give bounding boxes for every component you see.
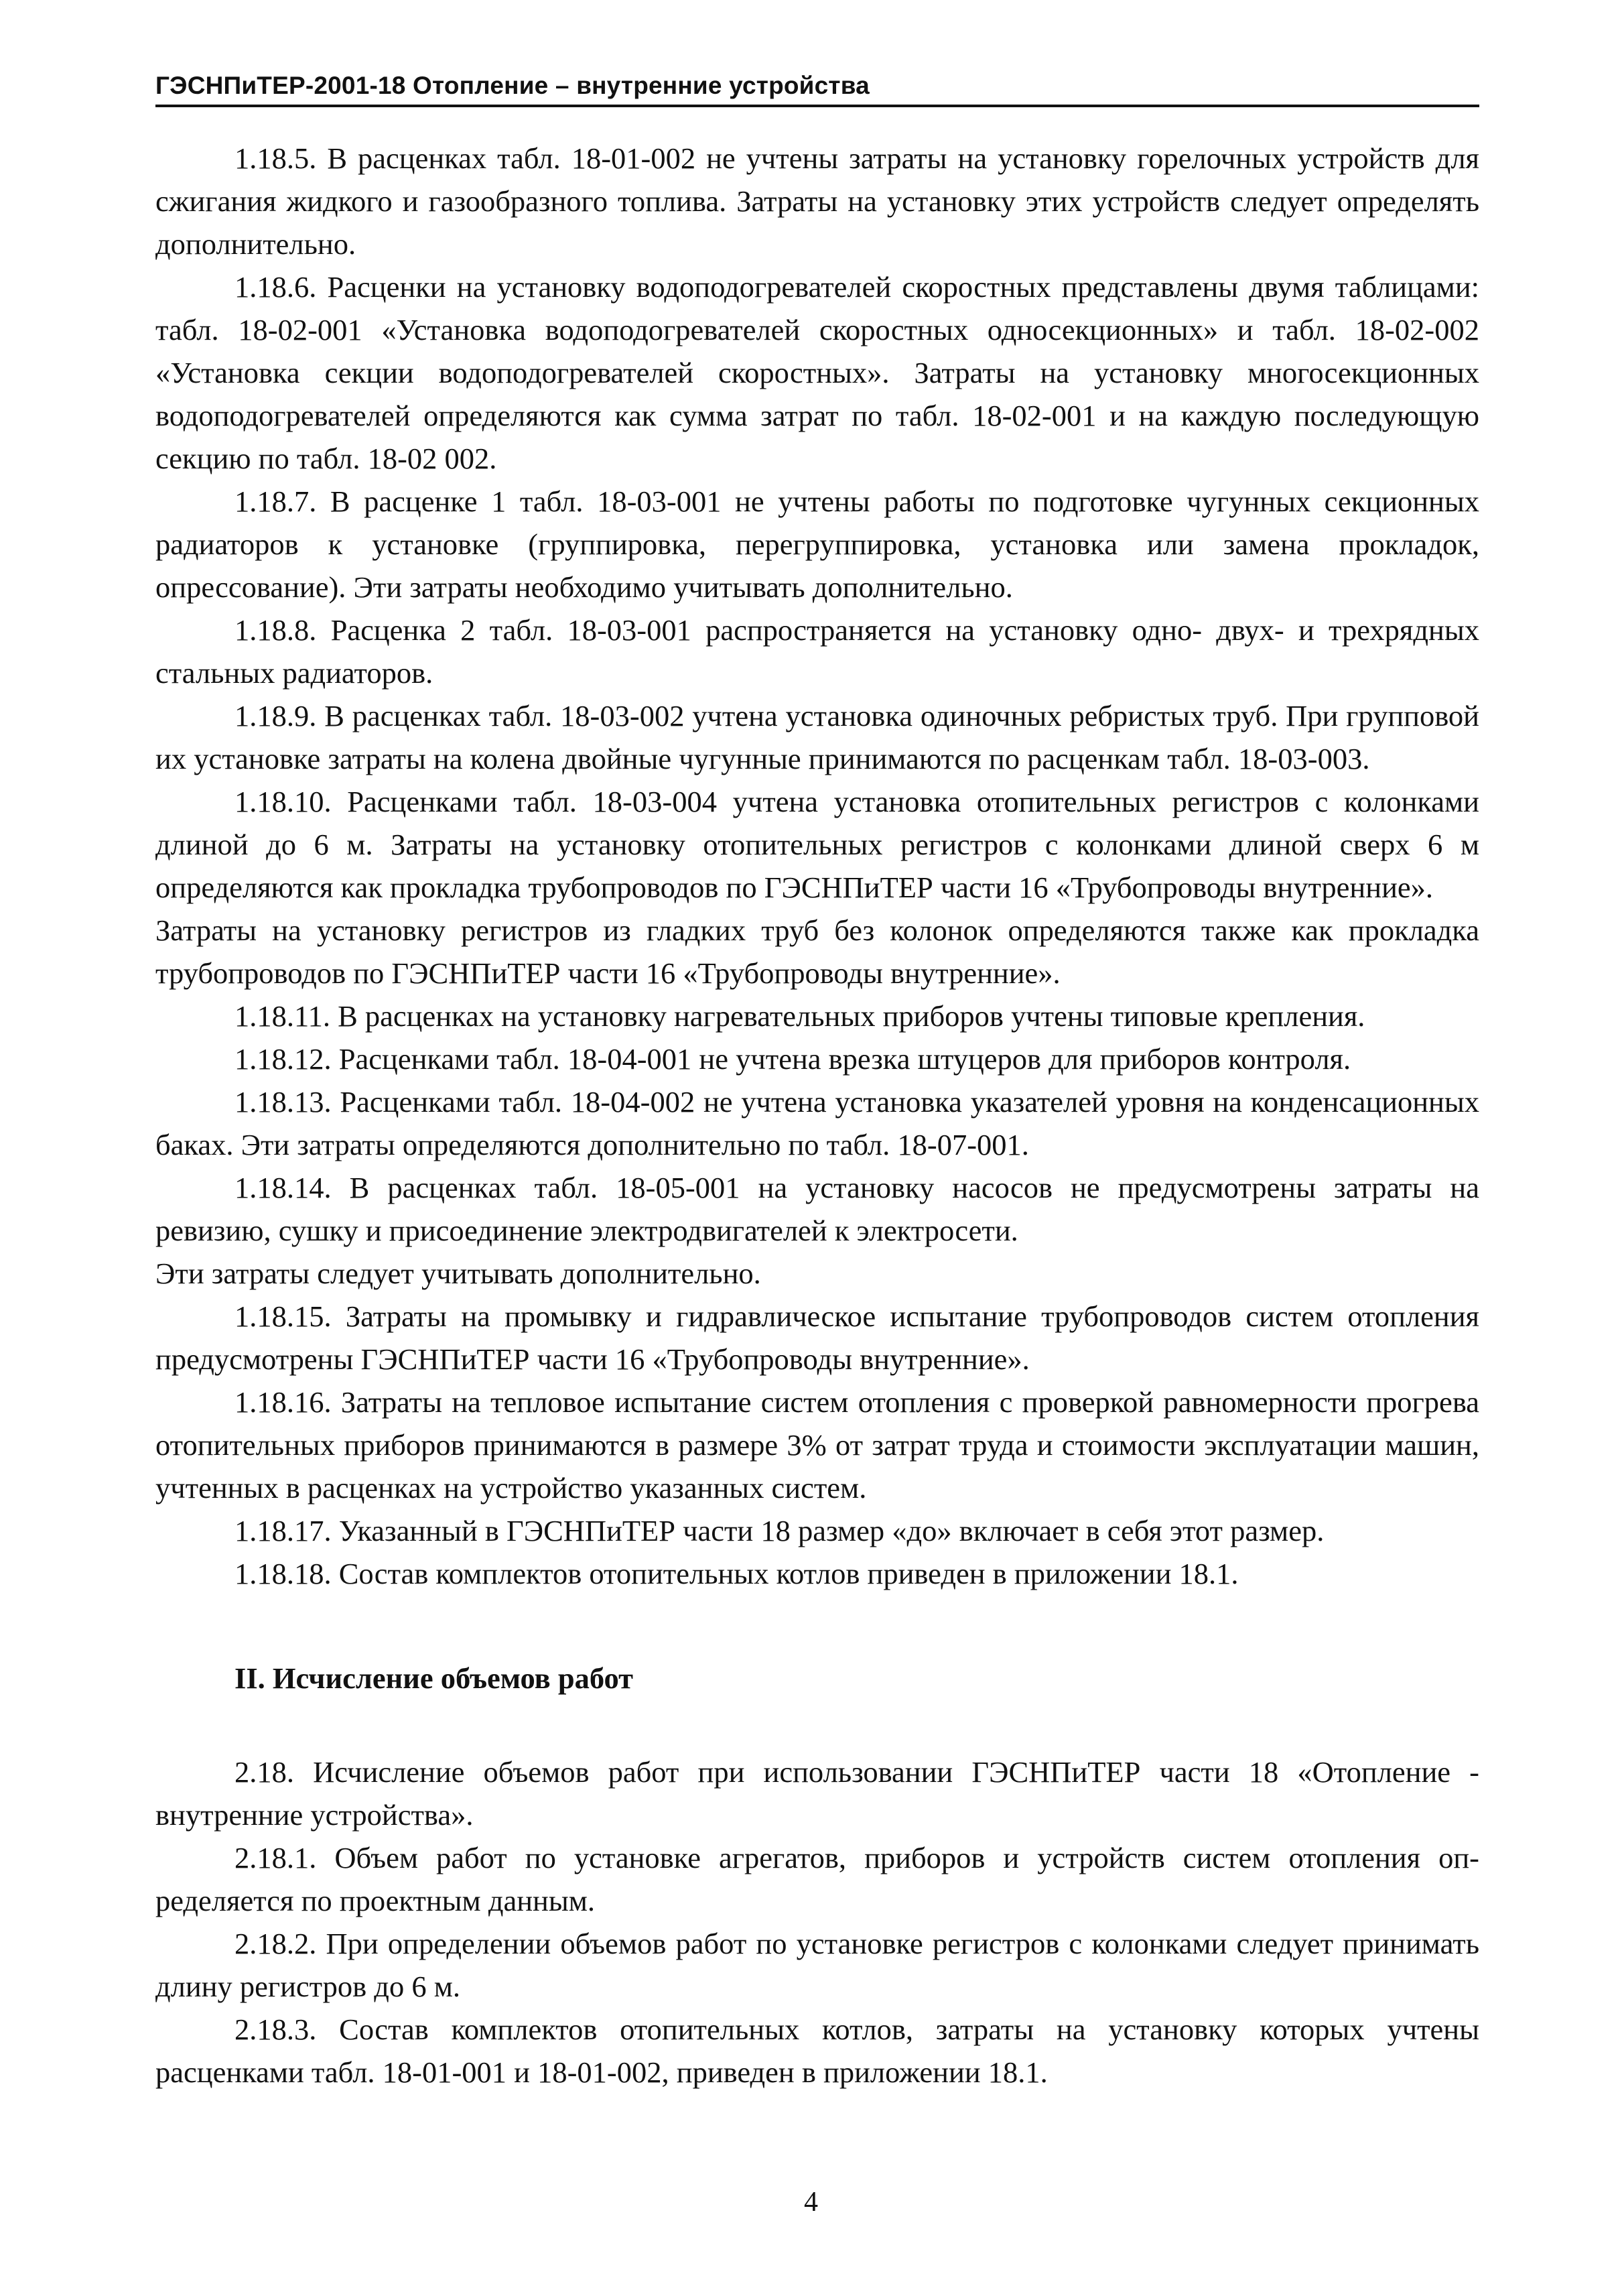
- paragraph-1-18-10: 1.18.10. Расценками табл. 18-03-004 учтена установка отопительных регистров с колонками длиной до 6 м. Затраты на установку отопительных регистров с колонками длиной сверх 6 м определяются как прокладка трубопроводов по ГЭСНПиТЕР части 16 «Трубопроводы внутренние».: [155, 785, 1479, 904]
- paragraph-1-18-18: 1.18.18. Состав комплектов отопительных котлов приведен в приложении 18.1.: [234, 1557, 1239, 1590]
- paragraph-1-18-5: 1.18.5. В расценках табл. 18-01-002 не учтены затраты на установку горелочных устройств для сжигания жидкого и газообразного топлива. Затраты на установку этих устройств следует определять дополнительно.: [155, 141, 1479, 261]
- paragraph-1-18-6: 1.18.6. Расценки на установку водоподогревателей скоростных представлены двумя таблицами: табл. 18-02-001 «Установка водоподогревателей скоростных односекционных» и табл. 18-02-002 «Установка секции водоподогревателей скоростных». Затраты на установку многосекционных водоподогревателей определяются как сумма затрат по табл. 18-02-001 и на каждую последующую секцию по табл. 18-02 002.: [155, 270, 1479, 475]
- paragraph-1-18-7: 1.18.7. В расценке 1 табл. 18-03-001 не учтены работы по подготовке чугунных секционных радиаторов к установке (группировка, перегруппировка, установка или замена прокладок, опрессование). Эти затраты необходимо учитывать дополнительно.: [155, 485, 1479, 604]
- page-number: 4: [804, 2187, 818, 2218]
- header-rule: [155, 105, 1479, 107]
- section-heading-volumes: II. Исчисление объемов работ: [234, 1661, 634, 1695]
- paragraph-1-18-9: 1.18.9. В расценках табл. 18-03-002 учтена установка одиночных ребристых труб. При групповой их установке затраты на колена двойные чугунные принимаются по расценкам табл. 18-03-003.: [155, 699, 1479, 775]
- paragraph-1-18-13: 1.18.13. Расценками табл. 18-04-002 не учтена установка указателей уровня на конденсационных баках. Эти затраты определяются дополнительно по табл. 18-07-001.: [155, 1085, 1479, 1161]
- paragraph-2-18: 2.18. Исчисление объемов работ при использовании ГЭСНПиТЕР части 18 «Отопление - внутренние устройства».: [155, 1755, 1479, 1832]
- paragraph-2-18-1: 2.18.1. Объем работ по установке агрегатов, приборов и устройств систем отопления определяется по проектным данным.: [155, 1841, 1479, 1917]
- paragraph-pumps-note: Эти затраты следует учитывать дополнительно.: [155, 1257, 761, 1290]
- paragraph-1-18-17: 1.18.17. Указанный в ГЭСНПиТЕР части 18 размер «до» включает в себя этот размер.: [234, 1514, 1325, 1547]
- paragraph-1-18-16: 1.18.16. Затраты на тепловое испытание систем отопления с проверкой равномерности прогрева отопительных приборов принимаются в размере 3% от затрат труда и стоимости эксплуатации машин, учтенных в расценках на устройство указанных систем.: [155, 1385, 1479, 1505]
- document-body: [155, 137, 1479, 2094]
- paragraph-1-18-11: 1.18.11. В расценках на установку нагревательных приборов учтены типовые крепления.: [234, 999, 1365, 1033]
- page-header: ГЭСНПиТЕР-2001-18 Отопление – внутренние устройства: [155, 72, 870, 99]
- paragraph-2-18-3: 2.18.3. Состав комплектов отопительных котлов, затраты на установку которых учтены расценками табл. 18-01-001 и 18-01-002, приведен в приложении 18.1.: [155, 2013, 1479, 2089]
- paragraph-1-18-12: 1.18.12. Расценками табл. 18-04-001 не учтена врезка штуцеров для приборов контроля.: [234, 1042, 1351, 1076]
- paragraph-1-18-8: 1.18.8. Расценка 2 табл. 18-03-001 распространяется на установку одно- двух- и трехрядных стальных радиаторов.: [155, 613, 1479, 690]
- paragraph-1-18-15: 1.18.15. Затраты на промывку и гидравлическое испытание трубопроводов систем отопления предусмотрены ГЭСНПиТЕР части 16 «Трубопроводы внутренние».: [155, 1299, 1479, 1376]
- paragraph-2-18-2: 2.18.2. При определении объемов работ по установке регистров с колонками следует принимать длину регистров до 6 м.: [155, 1927, 1479, 2003]
- paragraph-1-18-14: 1.18.14. В расценках табл. 18-05-001 на установку насосов не предусмотрены затраты на ревизию, сушку и присоединение электродвигателей к электросети.: [155, 1171, 1479, 1247]
- paragraph-registers-note: Затраты на установку регистров из гладких труб без колонок определяются также как прокладка трубопроводов по ГЭСНПиТЕР части 16 «Трубопроводы внутренние».: [155, 913, 1479, 990]
